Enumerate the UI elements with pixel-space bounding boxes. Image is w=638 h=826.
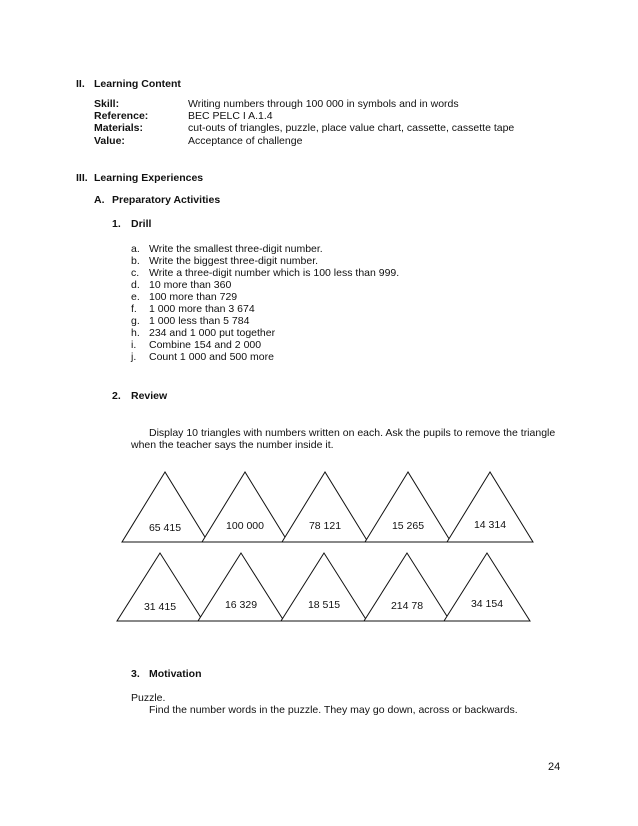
sub-a-letter: A. xyxy=(94,194,105,206)
motivation-title: Motivation xyxy=(149,668,202,680)
review-text-line-2: when the teacher says the number inside it. xyxy=(131,439,334,451)
triangle-card[interactable] xyxy=(444,553,530,621)
materials-label: Materials: xyxy=(94,122,144,134)
puzzle-label: Puzzle. xyxy=(131,692,166,704)
section-2-numeral: II. xyxy=(76,78,85,90)
review-number: 2. xyxy=(112,390,121,402)
drill-title: Drill xyxy=(131,218,152,230)
triangle-number: 14 314 xyxy=(473,519,507,531)
reference-label: Reference: xyxy=(94,110,149,122)
puzzle-instructions: Find the number words in the puzzle. They may go down, across or backwards. xyxy=(149,704,518,716)
triangle-number: 16 329 xyxy=(224,599,258,611)
section-2-title: Learning Content xyxy=(94,78,181,90)
triangle-number: 31 415 xyxy=(143,601,177,613)
review-title: Review xyxy=(131,390,168,402)
materials-value: cut-outs of triangles, puzzle, place value chart, cassette, cassette tape xyxy=(188,122,515,134)
triangle-number: 100 000 xyxy=(226,520,264,532)
review-text-line-1: Display 10 triangles with numbers written on each. Ask the pupils to remove the triangle xyxy=(149,427,556,439)
reference-value: BEC PELC I A.1.4 xyxy=(188,110,273,122)
sub-a-title: Preparatory Activities xyxy=(112,194,221,206)
section-3-title: Learning Experiences xyxy=(94,172,204,184)
triangle-number: 34 154 xyxy=(470,598,504,610)
skill-label: Skill: xyxy=(94,98,120,110)
drill-number: 1. xyxy=(112,218,121,230)
value-label: Value: xyxy=(94,135,125,147)
triangle-number: 65 415 xyxy=(148,522,182,534)
motivation-number: 3. xyxy=(131,668,140,680)
triangle-number: 214 78 xyxy=(390,600,424,612)
triangle-number: 78 121 xyxy=(308,520,342,532)
page-number: 24 xyxy=(548,761,561,773)
value-value: Acceptance of challenge xyxy=(188,135,303,147)
skill-value: Writing numbers through 100 000 in symbols and in words xyxy=(188,98,459,110)
triangle-card[interactable] xyxy=(447,472,533,542)
section-3-numeral: III. xyxy=(76,172,88,184)
triangle-number: 18 515 xyxy=(307,599,341,611)
triangle-number: 15 265 xyxy=(391,520,425,532)
